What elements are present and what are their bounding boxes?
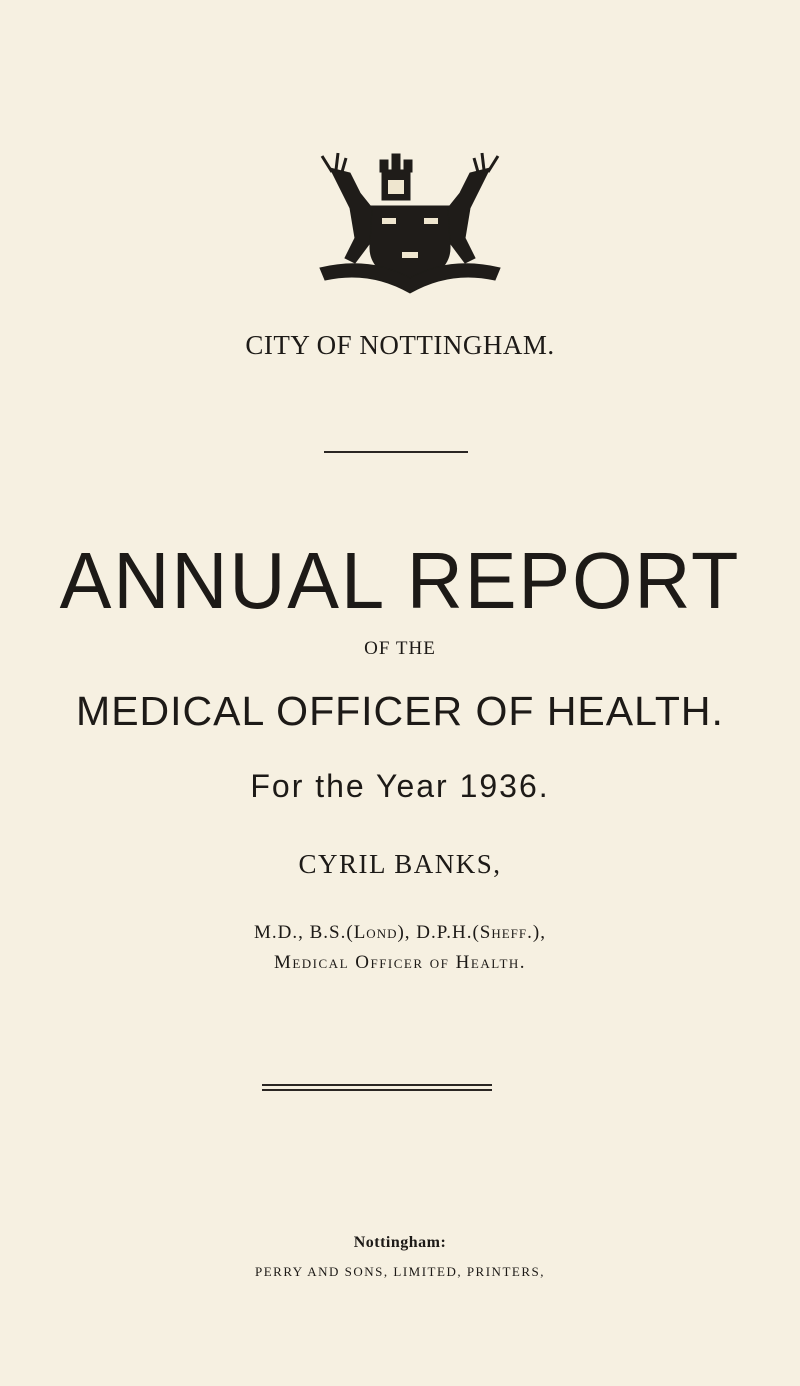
double-rule-top [262,1084,492,1086]
year-line: For the Year 1936. [250,768,550,804]
double-rule-bottom [262,1089,492,1091]
divider-rule [324,451,468,453]
city-heading: CITY OF NOTTINGHAM. [245,330,555,360]
author-position: Medical Officer of Health. [273,952,527,973]
author-name: CYRIL BANKS, [298,849,502,879]
imprint-place: Nottingham: [353,1234,447,1251]
coat-of-arms-icon [310,148,510,298]
author-degrees: M.D., B.S.(Lond), D.P.H.(Sheff.), [254,922,546,943]
imprint-printer: PERRY AND SONS, LIMITED, PRINTERS, [255,1264,545,1279]
report-subject: MEDICAL OFFICER OF HEALTH. [76,688,724,734]
report-title: ANNUAL REPORT [59,536,741,625]
of-the-text: OF THE [364,638,436,659]
